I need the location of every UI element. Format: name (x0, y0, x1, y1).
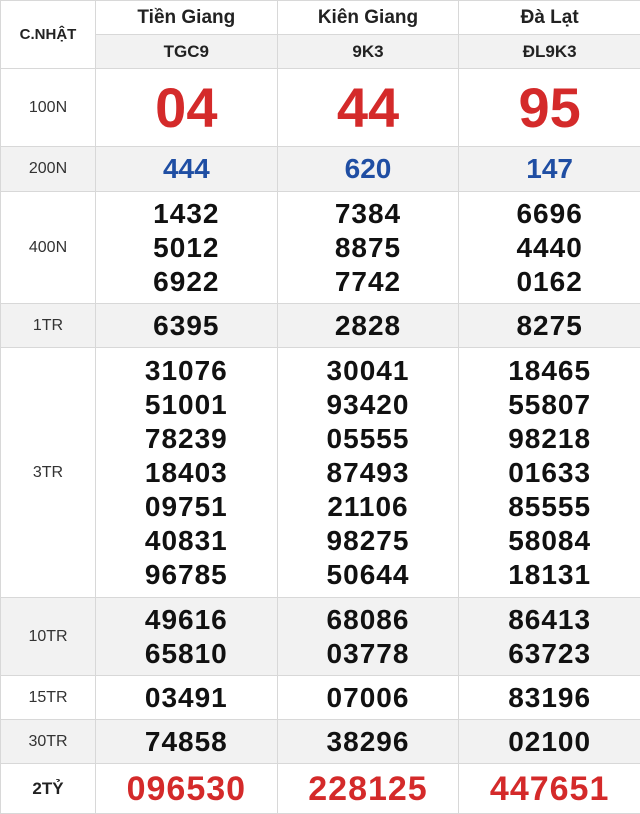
prize-number: 68086 (326, 603, 410, 635)
prize-label: 100N (1, 69, 96, 147)
corner-cell: C.NHẬT (1, 1, 96, 69)
prize-cell (277, 192, 459, 304)
prize-number: 50644 (326, 558, 410, 590)
prize-number: 03778 (326, 637, 410, 669)
prize-label: 1TR (1, 304, 96, 348)
prize-number: 98218 (508, 422, 592, 454)
prize-number: 4440 (516, 231, 583, 263)
prize-number: 2828 (277, 304, 459, 348)
ticket-code: ĐL9K3 (459, 35, 640, 69)
prize-number: 147 (459, 147, 640, 192)
jackpot-number: 228125 (277, 764, 459, 814)
prize-label: 10TR (1, 598, 96, 676)
prize-number: 83196 (459, 676, 640, 720)
prize-label: 3TR (1, 348, 96, 598)
prize-number: 18465 (508, 354, 592, 386)
prize-number: 63723 (508, 637, 592, 669)
prize-number: 01633 (508, 456, 592, 488)
prize-cell (277, 348, 459, 598)
prize-number: 18403 (144, 456, 228, 488)
prize-number: 04 (96, 69, 278, 147)
prize-number: 85555 (508, 490, 592, 522)
prize-cell (96, 598, 278, 676)
prize-cell (277, 598, 459, 676)
prize-number: 21106 (327, 490, 409, 522)
prize-label: 400N (1, 192, 96, 304)
prize-number: 1432 (153, 197, 220, 229)
prize-number: 7384 (334, 197, 402, 229)
prize-number: 40831 (144, 524, 228, 556)
prize-number: 6395 (96, 304, 278, 348)
ticket-code: 9K3 (277, 35, 459, 69)
prize-number: 96785 (144, 558, 228, 590)
prize-number: 49616 (144, 603, 228, 635)
prize-number: 86413 (508, 603, 592, 635)
prize-number: 93420 (326, 388, 410, 420)
prize-label: 30TR (1, 720, 96, 764)
prize-number: 7742 (334, 265, 402, 297)
prize-number: 51001 (144, 388, 228, 420)
prize-number: 09751 (144, 490, 228, 522)
prize-number: 8875 (334, 231, 402, 263)
jackpot-number: 447651 (459, 764, 640, 814)
prize-number: 07006 (277, 676, 459, 720)
prize-number: 05555 (326, 422, 410, 454)
prize-label: 2TỶ (1, 764, 96, 814)
prize-number: 38296 (277, 720, 459, 764)
prize-label: 15TR (1, 676, 96, 720)
prize-number: 98275 (326, 524, 410, 556)
prize-number: 5012 (153, 231, 220, 263)
prize-number: 95 (459, 69, 640, 147)
province-name: Đà Lạt (459, 1, 640, 35)
prize-number: 620 (277, 147, 459, 192)
prize-number: 55807 (508, 388, 592, 420)
prize-number: 444 (96, 147, 278, 192)
prize-number: 30041 (326, 354, 410, 386)
province-name: Kiên Giang (277, 1, 459, 35)
prize-label: 200N (1, 147, 96, 192)
prize-number: 78239 (144, 422, 228, 454)
prize-number: 18131 (508, 558, 592, 590)
ticket-code: TGC9 (96, 35, 278, 69)
prize-number: 6922 (153, 265, 220, 297)
prize-number: 44 (277, 69, 459, 147)
prize-number: 58084 (508, 524, 592, 556)
prize-cell (96, 348, 278, 598)
province-name: Tiền Giang (96, 1, 278, 35)
prize-cell (459, 348, 640, 598)
prize-number: 87493 (326, 456, 410, 488)
prize-number: 8275 (459, 304, 640, 348)
prize-cell (96, 192, 278, 304)
prize-number: 31076 (144, 354, 228, 386)
prize-cell (459, 192, 640, 304)
jackpot-number: 096530 (96, 764, 278, 814)
prize-number: 6696 (516, 197, 583, 229)
prize-number: 03491 (96, 676, 278, 720)
prize-number: 74858 (96, 720, 278, 764)
prize-number: 02100 (459, 720, 640, 764)
prize-number: 65810 (144, 637, 228, 669)
prize-cell (459, 598, 640, 676)
prize-number: 0162 (516, 265, 583, 297)
